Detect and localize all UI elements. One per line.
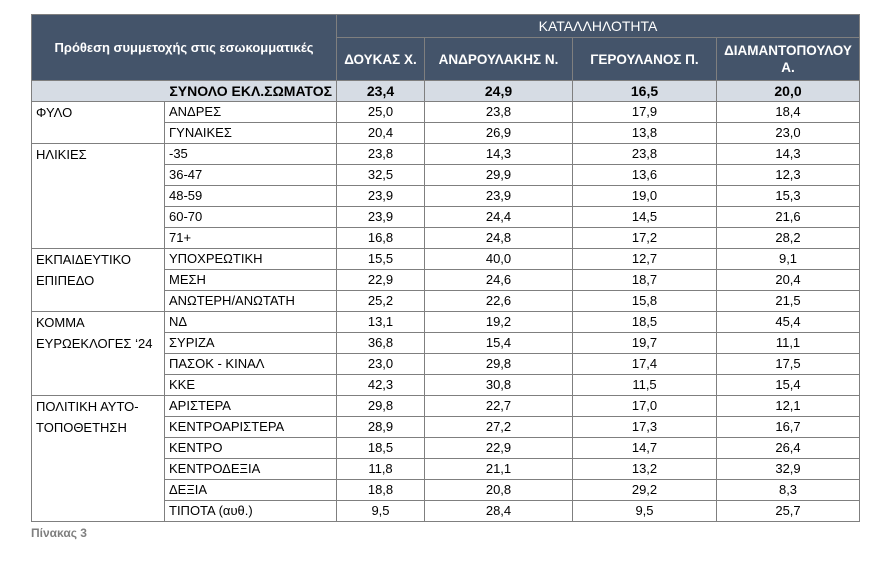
value-cell: 17,0 (573, 396, 717, 417)
value-cell: 20,4 (717, 270, 860, 291)
table-row (32, 144, 860, 165)
subcategory-label: ΚΕΝΤΡΟ (165, 438, 337, 459)
subcategory-label: ΑΡΙΣΤΕΡΑ (165, 396, 337, 417)
value-cell: 9,5 (573, 501, 717, 522)
total-value: 16,5 (573, 81, 717, 102)
subcategory-label: 71+ (165, 228, 337, 249)
value-cell: 23,0 (717, 123, 860, 144)
value-cell: 15,4 (425, 333, 573, 354)
value-cell: 21,5 (717, 291, 860, 312)
value-cell: 22,7 (425, 396, 573, 417)
value-cell: 18,5 (573, 312, 717, 333)
value-cell: 15,4 (717, 375, 860, 396)
table-caption: Πίνακας 3 (31, 526, 87, 540)
value-cell: 18,8 (337, 480, 425, 501)
value-cell: 25,2 (337, 291, 425, 312)
value-cell: 14,3 (717, 144, 860, 165)
total-label: ΣΥΝΟΛΟ ΕΚΛ.ΣΩΜΑΤΟΣ (32, 81, 337, 102)
value-cell: 17,5 (717, 354, 860, 375)
value-cell: 36,8 (337, 333, 425, 354)
subcategory-label: ΚΚΕ (165, 375, 337, 396)
category-label: ΕΚΠΑΙΔΕΥΤΙΚΟ ΕΠΙΠΕΔΟ (32, 249, 165, 312)
subcategory-label: ΤΙΠΟΤΑ (αυθ.) (165, 501, 337, 522)
value-cell: 24,4 (425, 207, 573, 228)
value-cell: 11,8 (337, 459, 425, 480)
value-cell: 15,5 (337, 249, 425, 270)
value-cell: 18,4 (717, 102, 860, 123)
value-cell: 17,3 (573, 417, 717, 438)
value-cell: 29,8 (425, 354, 573, 375)
value-cell: 45,4 (717, 312, 860, 333)
subcategory-label: ΣΥΡΙΖΑ (165, 333, 337, 354)
table-row (32, 249, 860, 270)
value-cell: 13,1 (337, 312, 425, 333)
value-cell: 15,8 (573, 291, 717, 312)
value-cell: 16,7 (717, 417, 860, 438)
table-row (32, 102, 860, 123)
table-row (32, 396, 860, 417)
category-label: ΦΥΛΟ (32, 102, 165, 144)
value-cell: 23,0 (337, 354, 425, 375)
value-cell: 12,1 (717, 396, 860, 417)
value-cell: 29,8 (337, 396, 425, 417)
subcategory-label: ΚΕΝΤΡΟΔΕΞΙΑ (165, 459, 337, 480)
value-cell: 17,4 (573, 354, 717, 375)
candidate-header: ΓΕΡΟΥΛΑΝΟΣ Π. (573, 38, 717, 81)
value-cell: 14,7 (573, 438, 717, 459)
value-cell: 26,9 (425, 123, 573, 144)
value-cell: 30,8 (425, 375, 573, 396)
subcategory-label: ΔΕΞΙΑ (165, 480, 337, 501)
value-cell: 23,8 (337, 144, 425, 165)
value-cell: 13,8 (573, 123, 717, 144)
value-cell: 19,0 (573, 186, 717, 207)
value-cell: 23,9 (337, 207, 425, 228)
value-cell: 9,1 (717, 249, 860, 270)
subcategory-label: ΑΝΩΤΕΡΗ/ΑΝΩΤΑΤΗ (165, 291, 337, 312)
value-cell: 29,9 (425, 165, 573, 186)
value-cell: 12,3 (717, 165, 860, 186)
table-corner-header: Πρόθεση συμμετοχής στις εσωκομματικές (32, 15, 337, 81)
value-cell: 13,2 (573, 459, 717, 480)
value-cell: 23,9 (337, 186, 425, 207)
value-cell: 23,8 (573, 144, 717, 165)
total-value: 23,4 (337, 81, 425, 102)
value-cell: 28,4 (425, 501, 573, 522)
value-cell: 23,9 (425, 186, 573, 207)
value-cell: 18,5 (337, 438, 425, 459)
value-cell: 22,9 (337, 270, 425, 291)
value-cell: 21,6 (717, 207, 860, 228)
value-cell: 42,3 (337, 375, 425, 396)
value-cell: 40,0 (425, 249, 573, 270)
subcategory-label: ΝΔ (165, 312, 337, 333)
value-cell: 8,3 (717, 480, 860, 501)
candidate-header: ΑΝΔΡΟΥΛΑΚΗΣ Ν. (425, 38, 573, 81)
value-cell: 20,4 (337, 123, 425, 144)
value-cell: 19,2 (425, 312, 573, 333)
value-cell: 18,7 (573, 270, 717, 291)
value-cell: 32,5 (337, 165, 425, 186)
value-cell: 11,1 (717, 333, 860, 354)
subcategory-label: ΓΥΝΑΙΚΕΣ (165, 123, 337, 144)
value-cell: 32,9 (717, 459, 860, 480)
subcategory-label: ΑΝΔΡΕΣ (165, 102, 337, 123)
candidate-header: ΔΟΥΚΑΣ Χ. (337, 38, 425, 81)
value-cell: 25,0 (337, 102, 425, 123)
suitability-group-header: ΚΑΤΑΛΛΗΛΟΤΗΤΑ (337, 15, 860, 38)
value-cell: 21,1 (425, 459, 573, 480)
category-label: ΗΛΙΚΙΕΣ (32, 144, 165, 249)
value-cell: 11,5 (573, 375, 717, 396)
subcategory-label: ΚΕΝΤΡΟΑΡΙΣΤΕΡΑ (165, 417, 337, 438)
value-cell: 20,8 (425, 480, 573, 501)
value-cell: 13,6 (573, 165, 717, 186)
subcategory-label: 60-70 (165, 207, 337, 228)
subcategory-label: ΠΑΣΟΚ - ΚΙΝΑΛ (165, 354, 337, 375)
subcategory-label: ΜΕΣΗ (165, 270, 337, 291)
value-cell: 17,9 (573, 102, 717, 123)
value-cell: 15,3 (717, 186, 860, 207)
value-cell: 16,8 (337, 228, 425, 249)
value-cell: 22,6 (425, 291, 573, 312)
value-cell: 14,5 (573, 207, 717, 228)
value-cell: 25,7 (717, 501, 860, 522)
value-cell: 28,9 (337, 417, 425, 438)
total-value: 24,9 (425, 81, 573, 102)
subcategory-label: ΥΠΟΧΡΕΩΤΙΚΗ (165, 249, 337, 270)
value-cell: 14,3 (425, 144, 573, 165)
total-row (32, 81, 860, 102)
value-cell: 28,2 (717, 228, 860, 249)
value-cell: 12,7 (573, 249, 717, 270)
value-cell: 26,4 (717, 438, 860, 459)
total-value: 20,0 (717, 81, 860, 102)
table-row (32, 312, 860, 333)
value-cell: 19,7 (573, 333, 717, 354)
subcategory-label: -35 (165, 144, 337, 165)
subcategory-label: 48-59 (165, 186, 337, 207)
value-cell: 27,2 (425, 417, 573, 438)
results-table (31, 14, 860, 522)
value-cell: 24,6 (425, 270, 573, 291)
candidate-header: ΔΙΑΜΑΝΤΟΠΟΥΛΟΥ Α. (717, 38, 860, 81)
value-cell: 23,8 (425, 102, 573, 123)
category-label: ΚΟΜΜΑ ΕΥΡΩΕΚΛΟΓΕΣ ‘24 (32, 312, 165, 396)
value-cell: 9,5 (337, 501, 425, 522)
subcategory-label: 36-47 (165, 165, 337, 186)
value-cell: 17,2 (573, 228, 717, 249)
value-cell: 22,9 (425, 438, 573, 459)
value-cell: 24,8 (425, 228, 573, 249)
value-cell: 29,2 (573, 480, 717, 501)
category-label: ΠΟΛΙΤΙΚΗ ΑΥΤΟ-ΤΟΠΟΘΕΤΗΣΗ (32, 396, 165, 522)
